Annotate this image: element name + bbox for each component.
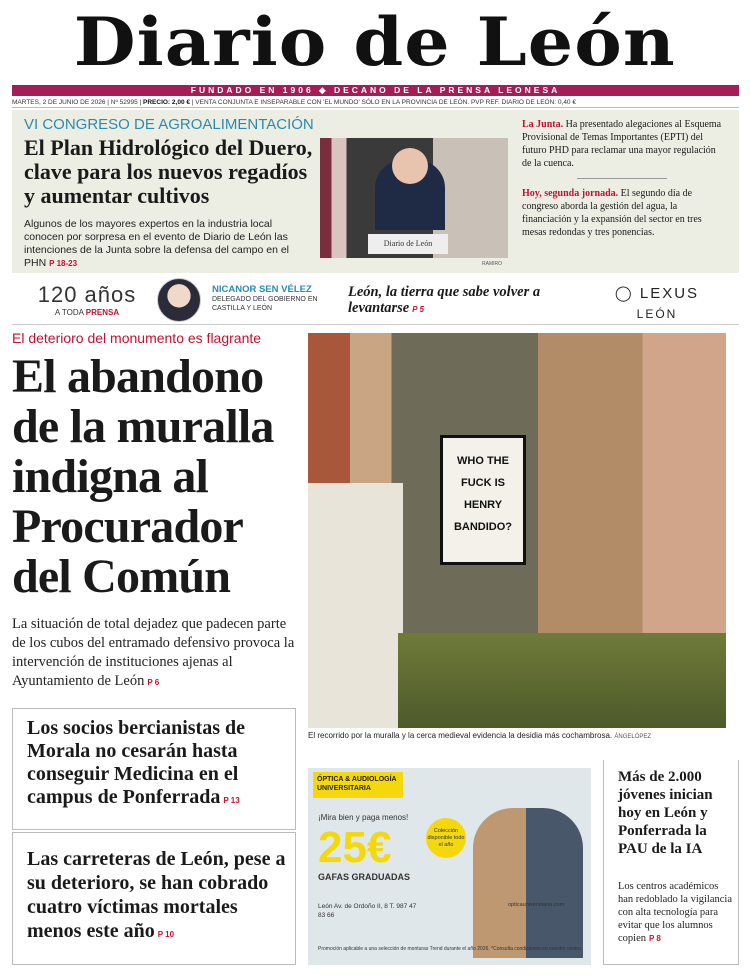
- sponsor-name: [602, 284, 712, 302]
- carreteras-headline[interactable]: [27, 847, 289, 947]
- sidebar-text-1: Ha presentado alegaciones al Esquema Provisional de Temas Importantes (EPTI) del futuro PHD para reclamar una mayor regulación de la cuenca.: [522, 119, 722, 169]
- medicina-page-ref[interactable]: P 13: [223, 796, 240, 805]
- ad-brand: ÓPTICA & AUDIOLOGÍA UNIVERSITARIA: [313, 772, 403, 798]
- photo-credit: RAMIRO: [482, 261, 502, 267]
- ad-tagline: ¡Mira bien y paga menos!: [318, 813, 409, 822]
- story-box-carreteras: [12, 832, 296, 965]
- person-role: DELEGADO DEL GOBIERNO EN CASTILLA Y LEÓN: [212, 296, 318, 312]
- ad-models-image: [473, 808, 583, 958]
- lexus-icon: ◯: [614, 285, 640, 302]
- promo-ribbon: [12, 278, 739, 325]
- ad-price: 25€: [318, 823, 392, 872]
- masthead: [0, 0, 750, 84]
- main-kicker: El deterioro del monumento es flagrante: [12, 330, 262, 346]
- top-deck: [24, 218, 314, 270]
- ad-address: León Av. de Ordoño II, 8 T. 987 47 83 66: [318, 903, 417, 919]
- speaker-face: [392, 148, 428, 184]
- sponsor-city: LEÓN: [636, 307, 678, 321]
- main-headline[interactable]: El abandono de la muralla indigna al Procurador del Común: [12, 350, 274, 603]
- anniversary-sub: [32, 308, 142, 317]
- top-page-ref[interactable]: P 18-23: [49, 259, 78, 268]
- carreteras-headline-text: Las carreteras de León, pese a su deterioro, se han cobrado cuatro víctimas mortales menos este año: [27, 848, 286, 942]
- sidebar-divider: [577, 178, 667, 179]
- weeds: [398, 633, 726, 728]
- anniversary-sub-2: PRENSA: [85, 308, 120, 317]
- ad-fineprint: Promoción aplicable a una selección de monturas Trend durante el año 2026. *Consulta condiciones en nuestro centro.: [318, 946, 583, 952]
- wall-path: [308, 483, 403, 728]
- sidebar-text-2: El segundo día de congreso aborda la gestión del agua, la financiación y la expansión del sector en tres mesas redondas y tres ponencias.: [522, 188, 702, 238]
- graffiti-sign: WHO THE FUCK IS HENRY BANDIDO?: [440, 435, 526, 565]
- sponsor-logo: [602, 284, 712, 321]
- wall-caption-text: El recorrido por la muralla y la cerca medieval evidencia la desidia más cochambrosa.: [308, 731, 613, 740]
- price: PRECIO: 2,00 €: [143, 99, 190, 106]
- pau-deck-text: Los centros académicos han redoblado la vigilancia con alta tecnología para evitar que los alumnos copien: [618, 881, 732, 944]
- pau-headline[interactable]: Más de 2.000 jóvenes inician hoy en León y Ponferrada la PAU de la IA: [618, 769, 713, 857]
- congress-photo: [320, 138, 508, 258]
- pau-deck: [618, 880, 736, 945]
- issue-number: Nº 52995: [110, 99, 138, 106]
- sidebar-para-2: [522, 187, 722, 239]
- wall-photo-credit: ÁNGELÓPEZ: [614, 734, 652, 740]
- anniversary-sub-1: A TODA: [54, 308, 86, 317]
- sidebar-lead-2: Hoy, segunda jornada.: [522, 188, 619, 199]
- sale-note: VENTA CONJUNTA E INSEPARABLE CON 'EL MUNDO' SÓLO EN LA PROVINCIA DE LEÓN. PVP REF. DIARIO DE LEÓN: 0,40 €: [195, 99, 576, 106]
- optica-ad[interactable]: [308, 768, 591, 965]
- lectern-sign: Diario de León: [368, 234, 448, 254]
- anniversary-logo: [32, 282, 142, 317]
- pau-page-ref[interactable]: P 8: [649, 934, 661, 943]
- top-sidebar: [522, 118, 722, 239]
- anniversary-number: 120 años: [37, 282, 137, 307]
- sidebar-lead-1: La Junta.: [522, 119, 564, 130]
- story-box-medicina: [12, 708, 296, 830]
- main-deck: [12, 615, 297, 692]
- medicina-headline-text: Los socios bercianistas de Morala no cesarán hasta conseguir Medicina en el campus de Ponferrada: [27, 717, 245, 808]
- avatar: [157, 278, 201, 322]
- main-deck-text: La situación de total dejadez que padecen parte de los cubos del entramado defensivo provoca la intervención de instituciones ajenas al Ayuntamiento de León: [12, 616, 295, 689]
- edition-date: MARTES, 2 DE JUNIO DE 2026: [12, 99, 106, 106]
- top-kicker: VI CONGRESO DE AGROALIMENTACIÓN: [24, 116, 314, 133]
- person-info: [212, 284, 342, 313]
- ribbon-quote-page[interactable]: P 5: [412, 305, 424, 314]
- medicina-headline[interactable]: [27, 717, 289, 812]
- ad-badge: Colección disponible todo el año: [426, 818, 466, 858]
- ribbon-quote[interactable]: [348, 284, 588, 318]
- sponsor-brand: LEXUS: [639, 285, 700, 302]
- person-name: NICANOR SEN VÉLEZ: [212, 284, 312, 295]
- wall-caption: [308, 731, 726, 740]
- ad-website: opticauniversitaria.com: [508, 902, 565, 908]
- ad-product: GAFAS GRADUADAS: [318, 872, 411, 882]
- sidebar-para-1: [522, 118, 722, 170]
- top-deck-text: Algunos de los mayores expertos en la industria local conocen por sorpresa en el evento de Diario de León las intenciones de la Junta sobre la defensa del campo en el PHN: [24, 218, 290, 269]
- masthead-title: Diario de León: [73, 3, 677, 81]
- main-page-ref[interactable]: P 6: [147, 678, 160, 687]
- top-headline[interactable]: El Plan Hidrológico del Duero, clave para los nuevos regadíos y aumentar cultivos: [24, 135, 313, 208]
- story-box-pau: [603, 760, 739, 965]
- ribbon-quote-text: León, la tierra que sabe volver a levantarse: [348, 284, 541, 316]
- edition-info: MARTES, 2 DE JUNIO DE 2026 | Nº 52995 | PRECIO: 2,00 € | VENTA CONJUNTA E INSEPARABLE CON 'EL MUNDO' SÓLO EN LA PROVINCIA DE LEÓN. PVP REF. DIARIO DE LEÓN: 0,40 €: [12, 97, 739, 108]
- top-story-box: [12, 110, 739, 273]
- founded-band: FUNDADO EN 1906 ◆ DECANO DE LA PRENSA LEONESA: [12, 85, 739, 96]
- carreteras-page-ref[interactable]: P 10: [157, 930, 175, 939]
